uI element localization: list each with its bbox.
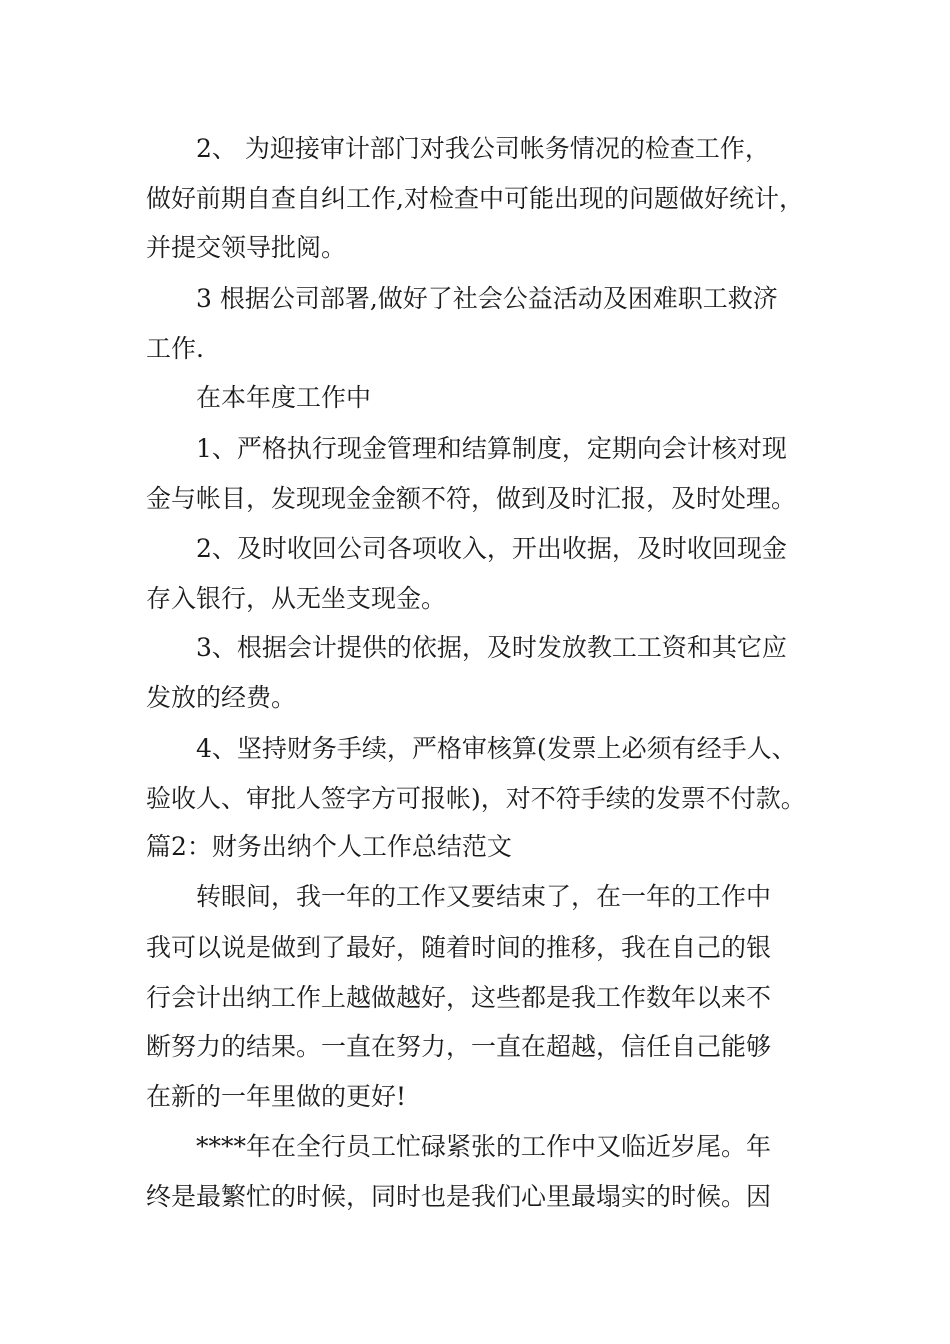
text-line: 金与帐目，发现现金金额不符，做到及时汇报，及时处理。 [146, 484, 797, 513]
text-line: 我可以说是做到了最好，随着时间的推移，我在自己的银 [146, 933, 772, 962]
text-line: 转眼间，我一年的工作又要结束了，在一年的工作中 [196, 882, 772, 911]
text-line: 断努力的结果。一直在努力，一直在超越，信任自己能够 [146, 1032, 772, 1061]
text-line: 2、 为迎接审计部门对我公司帐务情况的检查工作， [196, 134, 770, 163]
section-heading: 在本年度工作中 [196, 383, 372, 412]
text-line: 做好前期自查自纠工作,对检查中可能出现的问题做好统计， [146, 184, 804, 213]
text-line: 2、及时收回公司各项收入，开出收据，及时收回现金 [196, 534, 787, 563]
text-line: 终是最繁忙的时候，同时也是我们心里最塌实的时候。因 [146, 1182, 772, 1211]
text-line: 4、坚持财务手续，严格审核算(发票上必须有经手人、 [196, 734, 797, 763]
text-line: 发放的经费。 [146, 683, 297, 712]
text-line: 1、严格执行现金管理和结算制度，定期向会计核对现 [196, 434, 787, 463]
text-line: 工作. [146, 334, 204, 363]
text-line: 存入银行，从无坐支现金。 [146, 584, 447, 613]
text-line: 验收人、审批人签字方可报帐)，对不符手续的发票不付款。 [146, 784, 806, 813]
text-line: 3、根据会计提供的依据，及时发放教工工资和其它应 [196, 633, 787, 662]
text-line: ****年在全行员工忙碌紧张的工作中又临近岁尾。年 [196, 1132, 772, 1161]
text-line: 在新的一年里做的更好! [146, 1082, 407, 1111]
article-title: 篇2：财务出纳个人工作总结范文 [146, 832, 512, 861]
text-line: 3 根据公司部署,做好了社会公益活动及困难职工救济 [196, 284, 778, 313]
text-line: 并提交领导批阅。 [146, 233, 347, 262]
text-line: 行会计出纳工作上越做越好，这些都是我工作数年以来不 [146, 983, 772, 1012]
